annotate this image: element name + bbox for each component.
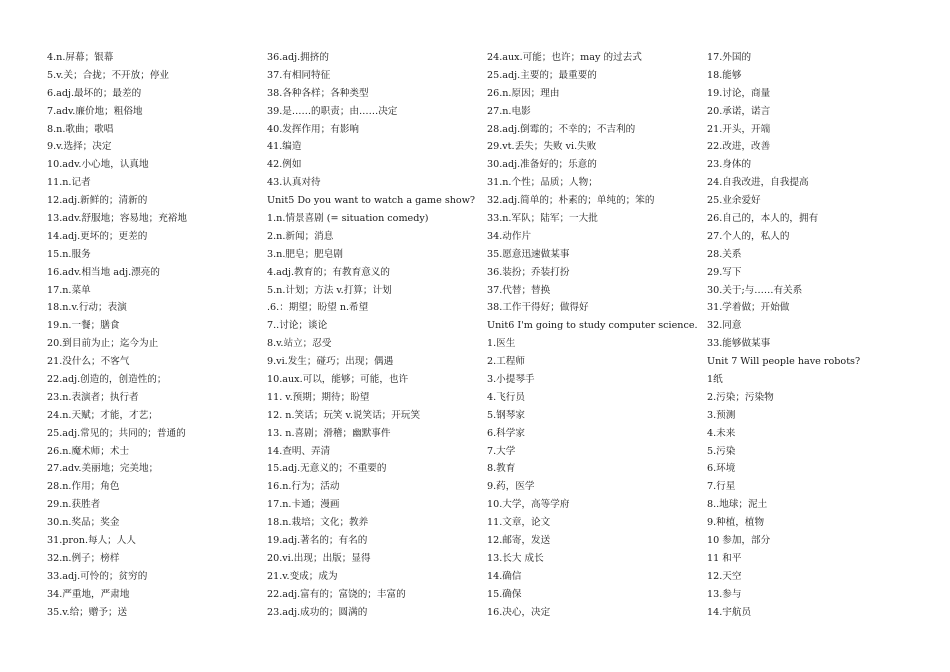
vocabulary-column-4 — [707, 49, 922, 622]
vocab-entry: 15.n.服务 — [47, 248, 91, 260]
vocab-entry: 13.参与 — [707, 588, 742, 600]
vocab-entry: 16.adv.相当地 adj.漂亮的 — [47, 266, 160, 278]
vocab-entry: 4.未来 — [707, 427, 736, 439]
vocab-entry: 28.关系 — [707, 248, 742, 260]
vocab-entry: 6.科学家 — [487, 427, 525, 439]
vocab-entry: 9.种植，植物 — [707, 517, 765, 529]
vocab-entry: 15.adj.无意义的；不重要的 — [267, 463, 387, 475]
vocab-entry: 34.严重地，严肃地 — [47, 588, 130, 600]
vocab-entry: 20.承诺，诺言 — [707, 105, 771, 117]
vocab-entry: 9.v.选择；决定 — [47, 141, 112, 153]
vocab-entry: 13.长大 成长 — [487, 552, 544, 564]
vocab-entry: 24.n.天赋；才能，才艺； — [47, 409, 158, 421]
vocab-entry: 23.身体的 — [707, 159, 752, 171]
vocab-entry: 12.adj.新鲜的；清新的 — [47, 195, 148, 207]
vocab-entry: 24.自我改进，自我提高 — [707, 177, 809, 189]
vocab-entry: 14.查明、弄清 — [267, 445, 331, 457]
vocab-entry: 37.有相同特征 — [267, 69, 331, 81]
vocab-entry: 11.n.记者 — [47, 177, 91, 189]
vocab-entry: 23.adj.成功的；圆满的 — [267, 606, 368, 618]
vocab-entry: 33.n.军队；陆军；一大批 — [487, 213, 598, 225]
vocab-entry: 11 和平 — [707, 552, 742, 564]
vocab-entry: 3.n.肥皂；肥皂剧 — [267, 248, 343, 260]
vocabulary-column-2 — [267, 49, 482, 622]
vocab-entry: 42.例如 — [267, 159, 302, 171]
vocab-entry: 9.药，医学 — [487, 481, 535, 493]
vocab-entry: 30.关于;与……有关系 — [707, 284, 803, 296]
vocab-entry: 5.钢琴家 — [487, 409, 525, 421]
vocabulary-column-3 — [487, 49, 702, 622]
vocab-entry: 24.aux.可能；也许；may 的过去式 — [487, 52, 642, 63]
vocab-entry: 26.自己的，本人的，拥有 — [707, 213, 819, 225]
vocab-entry: 36.adj.拥挤的 — [267, 52, 329, 63]
vocab-entry: 31.n.个性；品质；人物； — [487, 177, 598, 189]
vocab-entry: 5.n.计划；方法 v.打算；计划 — [267, 284, 392, 296]
vocab-entry: 26.n.原因；理由 — [487, 87, 560, 99]
vocab-entry: 21.v.变成；成为 — [267, 570, 338, 582]
vocab-entry: 34.动作片 — [487, 230, 532, 242]
vocab-entry: 10.大学，高等学府 — [487, 499, 570, 511]
vocab-entry: 8..地球；泥土 — [707, 499, 768, 511]
vocab-entry: 22.adj.创造的，创造性的； — [47, 374, 167, 386]
vocab-entry: 17.n.卡通；漫画 — [267, 499, 340, 511]
vocab-entry: 4.adj.教育的；有教育意义的 — [267, 266, 390, 278]
vocab-entry: 32.adj.简单的；朴素的；单纯的；笨的 — [487, 195, 655, 207]
vocab-entry: 20.vi.出现；出版；显得 — [267, 552, 371, 564]
vocab-entry: 9.vi.发生；碰巧；出现；偶遇 — [267, 356, 394, 368]
vocab-entry: 41.编造 — [267, 141, 302, 153]
unit-heading: Unit5 Do you want to watch a game show? — [267, 195, 476, 207]
vocab-entry: 32.同意 — [707, 320, 742, 332]
vocab-entry: 11.文章，论文 — [487, 517, 551, 529]
vocab-entry: 12.天空 — [707, 570, 742, 582]
unit-heading: Unit6 I'm going to study computer science. — [487, 320, 698, 332]
vocab-entry: 12. n.笑话；玩笑 v.说笑话；开玩笑 — [267, 409, 421, 421]
vocab-entry: 16.n.行为；活动 — [267, 481, 340, 493]
vocab-entry: 8.v.站立；忍受 — [267, 338, 332, 350]
vocab-entry: 40.发挥作用；有影响 — [267, 123, 360, 135]
vocabulary-column-1 — [47, 49, 262, 622]
vocab-entry: 10 参加，部分 — [707, 535, 771, 547]
vocab-entry: 11. v.预期；期待；盼望 — [267, 391, 370, 403]
vocab-entry: 33.adj.可怜的；贫穷的 — [47, 570, 148, 582]
vocab-entry: 3.预测 — [707, 409, 736, 421]
vocab-entry: 18.能够 — [707, 69, 742, 81]
vocab-entry: 38.工作干得好；做得好 — [487, 302, 589, 314]
vocab-entry: 13.adv.舒服地；容易地；充裕地 — [47, 213, 187, 225]
vocab-entry: 27.个人的，私人的 — [707, 230, 790, 242]
vocab-entry: 28.adj.倒霉的；不幸的；不吉利的 — [487, 123, 636, 135]
vocab-entry: 36.装扮；乔装打扮 — [487, 266, 570, 278]
vocab-entry: 5.污染 — [707, 445, 736, 457]
vocab-entry: 19.adj.著名的；有名的 — [267, 535, 368, 547]
vocab-entry: 29.写下 — [707, 266, 742, 278]
vocab-entry: 14.确信 — [487, 570, 522, 582]
vocab-entry: 21.没什么；不客气 — [47, 356, 130, 368]
vocab-entry: 7.大学 — [487, 445, 516, 457]
vocab-entry: 16.决心，决定 — [487, 606, 551, 618]
vocab-entry: 1纸 — [707, 374, 723, 386]
vocab-entry: 1.n.情景喜剧 (= situation comedy) — [267, 213, 429, 225]
vocab-entry: 25.业余爱好 — [707, 195, 761, 207]
vocab-entry: 7.adv.廉价地；粗俗地 — [47, 105, 143, 117]
vocab-entry: 10.adv.小心地，认真地 — [47, 159, 149, 171]
vocab-entry: 5.v.关；合拢；不开放；停业 — [47, 69, 170, 81]
vocab-entry: 25.adj.主要的；最重要的 — [487, 69, 597, 81]
vocab-entry: 4.n.屏幕；银幕 — [47, 52, 114, 63]
vocab-entry: 39.是……的职责；由……决定 — [267, 105, 398, 117]
vocab-entry: 12.邮寄，发送 — [487, 535, 551, 547]
vocab-entry: 22.adj.富有的；富饶的；丰富的 — [267, 588, 406, 600]
vocab-entry: 8.教育 — [487, 463, 516, 475]
vocab-entry: 14.adj.更坏的；更差的 — [47, 230, 148, 242]
vocab-entry: 14.宇航员 — [707, 606, 752, 618]
vocab-entry: 30.adj.准备好的；乐意的 — [487, 159, 597, 171]
vocab-entry: 26.n.魔术师；术士 — [47, 445, 130, 457]
vocab-entry: 2.n.新闻；消息 — [267, 230, 334, 242]
vocab-entry: 17.外国的 — [707, 52, 752, 63]
vocab-entry: .6.：期望；盼望 n.希望 — [267, 302, 369, 314]
vocab-entry: 6.环境 — [707, 463, 736, 475]
vocab-entry: 2.污染；污染物 — [707, 391, 774, 403]
vocab-entry: 4.飞行员 — [487, 391, 525, 403]
vocab-entry: 18.n.栽培；文化；教养 — [267, 517, 369, 529]
vocab-entry: 21.开头，开端 — [707, 123, 771, 135]
vocab-entry: 19.讨论，商量 — [707, 87, 771, 99]
vocab-entry: 18.n.v.行动；表演 — [47, 302, 127, 314]
vocab-entry: 23.n.表演者；执行者 — [47, 391, 139, 403]
vocab-entry: 33.能够做某事 — [707, 338, 771, 350]
vocab-entry: 22.改进，改善 — [707, 141, 771, 153]
vocab-entry: 38.各种各样；各种类型 — [267, 87, 369, 99]
vocab-entry: 31.pron.每人；人人 — [47, 535, 136, 547]
vocab-entry: 35.v.给；赠予；送 — [47, 606, 128, 618]
vocab-entry: 29.vt.丢失；失败 vi.失败 — [487, 141, 597, 153]
vocab-entry: 6.adj.最坏的；最差的 — [47, 87, 142, 99]
vocab-entry: 32.n.例子；榜样 — [47, 552, 120, 564]
vocab-entry: 7.行星 — [707, 481, 736, 493]
vocab-entry: 10.aux.可以，能够；可能，也许 — [267, 374, 409, 386]
vocab-entry: 29.n.获胜者 — [47, 499, 101, 511]
unit-heading: Unit 7 Will people have robots? — [707, 356, 861, 368]
vocab-entry: 3.小提琴手 — [487, 374, 535, 386]
vocab-entry: 27.adv.美丽地；完美地； — [47, 463, 159, 475]
vocab-entry: 8.n.歌曲；歌唱 — [47, 123, 114, 135]
vocab-entry: 2.工程师 — [487, 356, 525, 368]
vocab-entry: 28.n.作用；角色 — [47, 481, 120, 493]
vocab-entry: 43.认真对待 — [267, 177, 321, 189]
vocab-entry: 1.医生 — [487, 338, 516, 350]
vocab-entry: 19.n.一餐；膳食 — [47, 320, 120, 332]
vocab-entry: 15.确保 — [487, 588, 522, 600]
vocab-entry: 13. n.喜剧；滑稽；幽默事件 — [267, 427, 391, 439]
vocab-entry: 30.n.奖品；奖金 — [47, 517, 120, 529]
vocab-entry: 17.n.菜单 — [47, 284, 91, 296]
vocab-entry: 25.adj.常见的；共同的；普通的 — [47, 427, 186, 439]
vocab-entry: 37.代替；替换 — [487, 284, 551, 296]
vocab-entry: 35.愿意迅速做某事 — [487, 248, 570, 260]
vocab-entry: 31.学着做；开始做 — [707, 302, 790, 314]
vocab-entry: 20.到目前为止；迄今为止 — [47, 338, 159, 350]
vocab-entry: 7..讨论；谈论 — [267, 320, 328, 332]
vocab-entry: 27.n.电影 — [487, 105, 531, 117]
